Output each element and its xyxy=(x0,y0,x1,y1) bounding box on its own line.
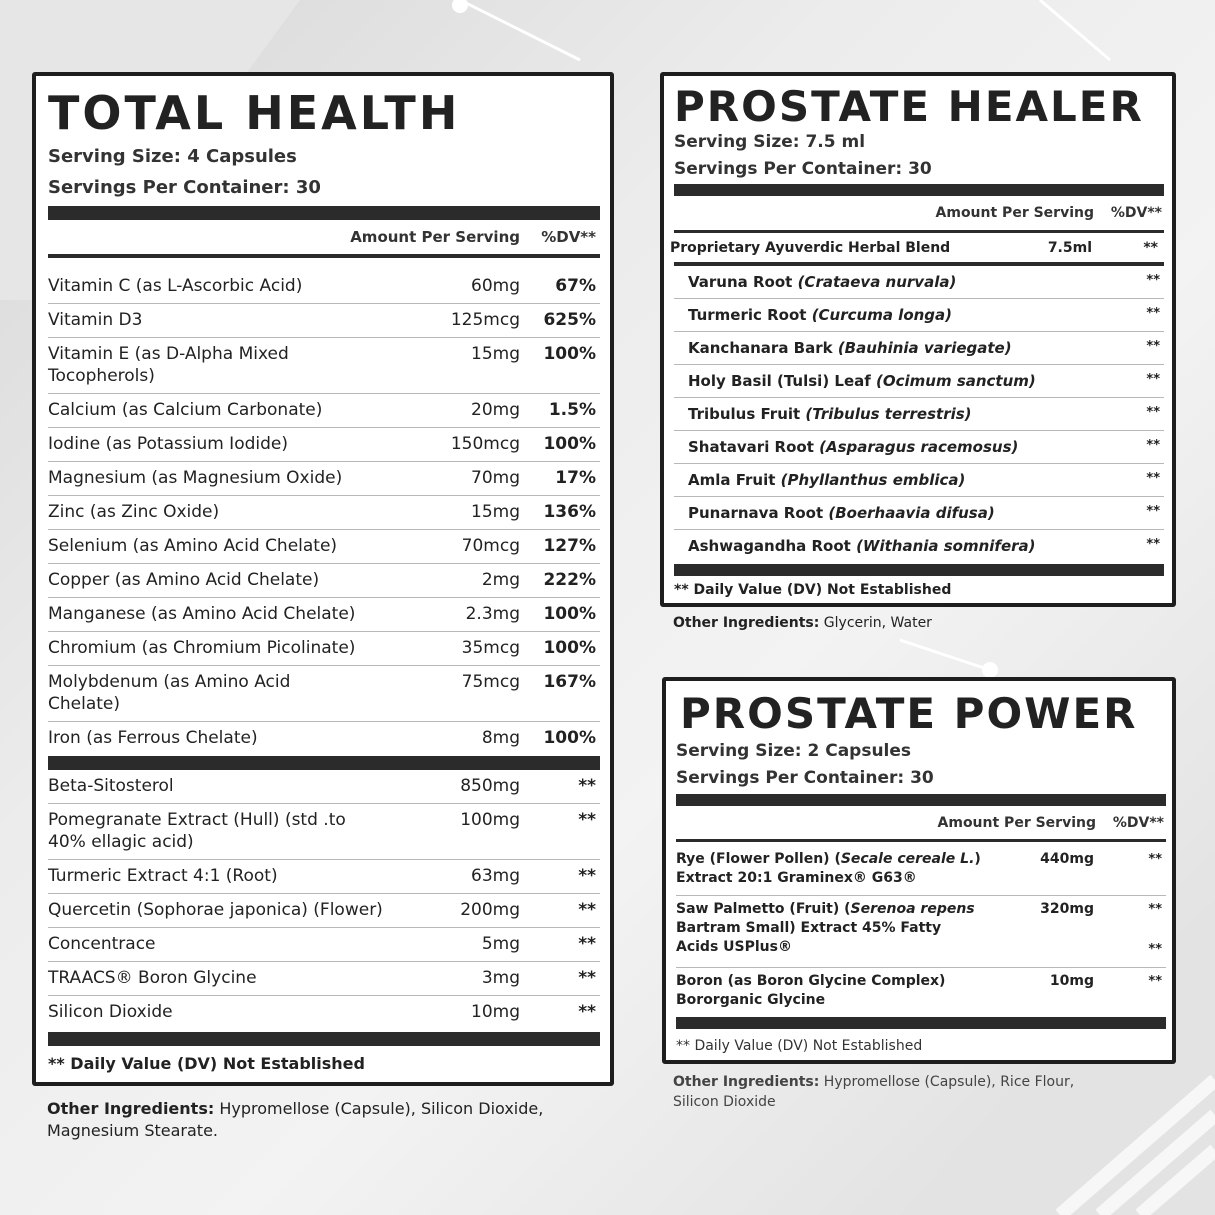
nutrient-name: Silicon Dioxide xyxy=(48,1002,173,1022)
ingredient-common-name: Kanchanara Bark xyxy=(688,339,833,357)
ingredient-amount: 320mg xyxy=(1040,901,1094,917)
nutrient-amount: 10mg xyxy=(471,1002,520,1022)
nutrient-amount: 20mg xyxy=(471,400,520,420)
nutrient-name: Quercetin (Sophorae japonica) (Flower) xyxy=(48,900,383,920)
dv-header: %DV** xyxy=(1112,815,1164,831)
nutrient-dv: 100% xyxy=(543,344,596,364)
nutrient-name: Iron (as Ferrous Chelate) xyxy=(48,728,258,748)
nutrient-dv: 17% xyxy=(555,468,596,488)
prostate-healer-title: PROSTATE HEALER xyxy=(674,82,1144,131)
nutrient-amount: 63mg xyxy=(471,866,520,886)
ingredient-latin-name: (Ocimum sanctum) xyxy=(876,372,1036,390)
header-bar xyxy=(676,794,1166,806)
nutrient-name: Vitamin E (as D-Alpha Mixed Tocopherols) xyxy=(48,344,289,386)
blend-dv: ** xyxy=(1143,240,1158,256)
nutrient-amount: 60mg xyxy=(471,276,520,296)
ingredient-latin-name: (Bauhinia variegate) xyxy=(837,339,1012,357)
nutrient-dv: ** xyxy=(578,776,596,796)
nutrient-amount: 15mg xyxy=(471,502,520,522)
table-row xyxy=(48,804,600,860)
ingredient-latin-name: (Tribulus terrestris) xyxy=(805,405,972,423)
ingredient-name-part: Boron (as Boron Glycine Complex) xyxy=(676,973,946,989)
ingredient-dv: ** xyxy=(1148,974,1162,989)
ingredient-common-name: Tribulus Fruit xyxy=(688,405,801,423)
ingredient-dv: ** xyxy=(1146,471,1160,486)
other-ingredients-label: Other Ingredients: xyxy=(673,1074,820,1090)
ingredient-dv: ** xyxy=(1146,306,1160,321)
table-row xyxy=(48,304,600,338)
nutrient-dv: 167% xyxy=(543,672,596,692)
ingredient-dv: ** xyxy=(1148,902,1162,917)
nutrient-dv: ** xyxy=(578,810,596,830)
nutrient-name: Magnesium (as Magnesium Oxide) xyxy=(48,468,343,488)
ingredient-latin-name: (Crataeva nurvala) xyxy=(797,273,957,291)
other-ingredients-text: Hypromellose (Capsule), Rice Flour, Silicon Dioxide xyxy=(673,1074,1075,1110)
ingredient-name-line2: Bartram Small) Extract 45% Fatty Acids USPlus® xyxy=(676,920,942,955)
blend-amount: 7.5ml xyxy=(1047,240,1092,256)
ingredient-dv: ** xyxy=(1146,537,1160,552)
nutrient-dv: 136% xyxy=(543,502,596,522)
ingredient-amount: 10mg xyxy=(1049,973,1094,989)
blend-row xyxy=(670,238,1164,262)
ingredient-latin-name: (Asparagus racemosus) xyxy=(819,438,1019,456)
rule xyxy=(48,254,600,258)
table-row xyxy=(674,365,1164,398)
amount-per-serving-header: Amount Per Serving xyxy=(937,815,1096,831)
nutrient-amount: 100mg xyxy=(460,810,520,830)
total-health-title: TOTAL HEALTH xyxy=(48,86,461,140)
column-header xyxy=(48,228,600,252)
table-row xyxy=(48,428,600,462)
section-bar xyxy=(48,756,600,770)
nutrient-dv: 1.5% xyxy=(548,400,596,420)
total-health-other-list xyxy=(48,770,600,1030)
nutrient-amount: 15mg xyxy=(471,344,520,364)
table-row xyxy=(48,996,600,1030)
ingredient-dv: ** xyxy=(1146,504,1160,519)
table-row xyxy=(48,722,600,756)
table-row xyxy=(674,332,1164,365)
ingredient-latin-name: (Withania somnifera) xyxy=(856,537,1036,555)
ingredient-amount: 440mg xyxy=(1040,851,1094,867)
table-row xyxy=(48,894,600,928)
total-health-serving-size: Serving Size: 4 Capsules xyxy=(48,146,297,167)
prostate-healer-panel xyxy=(660,72,1176,607)
nutrient-amount: 70mg xyxy=(471,468,520,488)
prostate-power-panel xyxy=(662,677,1176,1064)
ingredient-name-line1 xyxy=(676,972,1006,991)
total-health-other-ingredients xyxy=(47,1098,607,1142)
ingredient-common-name: Amla Fruit xyxy=(688,471,776,489)
prostate-healer-ingredient-list xyxy=(674,266,1164,563)
ingredient-common-name: Turmeric Root xyxy=(688,306,807,324)
blend-name: Proprietary Ayuverdic Herbal Blend xyxy=(670,240,951,256)
nutrient-amount: 850mg xyxy=(460,776,520,796)
nutrient-name: Pomegranate Extract (Hull) (std .to 40% ellagic acid) xyxy=(48,810,346,852)
ingredient-latin-name: (Curcuma longa) xyxy=(811,306,953,324)
table-row xyxy=(48,666,600,722)
nutrient-name: TRAACS® Boron Glycine xyxy=(48,968,257,988)
nutrient-dv: ** xyxy=(578,968,596,988)
ingredient-common-name: Holy Basil (Tulsi) Leaf xyxy=(688,372,871,390)
ingredient-name xyxy=(688,537,1036,555)
nutrient-name: Zinc (as Zinc Oxide) xyxy=(48,502,220,522)
ingredient-name xyxy=(688,306,952,324)
prostate-power-ingredient-list xyxy=(676,846,1166,1018)
other-ingredients-text: Hypromellose (Capsule), Silicon Dioxide, Magnesium Stearate. xyxy=(47,1099,544,1140)
prostate-power-servings-per-container: Servings Per Container: 30 xyxy=(676,768,934,788)
ingredient-name xyxy=(688,471,965,489)
nutrient-dv: ** xyxy=(578,866,596,886)
nutrient-amount: 70mcg xyxy=(461,536,520,556)
table-row xyxy=(674,299,1164,332)
nutrient-name: Vitamin C (as L-Ascorbic Acid) xyxy=(48,276,303,296)
ingredient-name xyxy=(688,504,995,522)
table-row xyxy=(48,496,600,530)
total-health-footnote: ** Daily Value (DV) Not Established xyxy=(48,1054,365,1073)
nutrient-amount: 8mg xyxy=(481,728,520,748)
rule xyxy=(676,839,1166,842)
prostate-power-title: PROSTATE POWER xyxy=(680,689,1138,738)
ingredient-name xyxy=(688,339,1012,357)
ingredient-dv: ** xyxy=(1146,372,1160,387)
nutrient-amount: 75mcg xyxy=(461,672,520,692)
dv-header: %DV** xyxy=(1110,205,1162,221)
ingredient-dv: ** xyxy=(1146,438,1160,453)
ingredient-latin-name: Secale cereale L. xyxy=(840,851,975,867)
ingredient-dv: ** xyxy=(1146,273,1160,288)
ingredient-common-name: Ashwagandha Root xyxy=(688,537,851,555)
table-row xyxy=(674,497,1164,530)
ingredient-common-name: Varuna Root xyxy=(688,273,793,291)
nutrient-dv: 100% xyxy=(543,604,596,624)
amount-per-serving-header: Amount Per Serving xyxy=(350,228,520,246)
nutrient-amount: 5mg xyxy=(481,934,520,954)
ingredient-name-part: ) xyxy=(974,851,981,867)
prostate-healer-other-ingredients xyxy=(673,615,932,631)
table-row xyxy=(48,564,600,598)
nutrient-name: Calcium (as Calcium Carbonate) xyxy=(48,400,323,420)
prostate-healer-footnote: ** Daily Value (DV) Not Established xyxy=(674,582,952,598)
prostate-power-other-ingredients xyxy=(673,1072,1173,1112)
table-row xyxy=(674,266,1164,299)
nutrient-dv: 100% xyxy=(543,638,596,658)
ingredient-name-line2: Extract 20:1 Graminex® G63® xyxy=(676,870,917,886)
table-row xyxy=(48,928,600,962)
ingredient-latin-name: Serenoa repens xyxy=(850,901,975,917)
nutrient-dv: 222% xyxy=(543,570,596,590)
table-row xyxy=(676,896,1166,968)
table-row xyxy=(674,431,1164,464)
ingredient-dv: ** xyxy=(1148,852,1162,867)
nutrient-amount: 2mg xyxy=(481,570,520,590)
ingredient-name xyxy=(688,438,1018,456)
ingredient-dv: ** xyxy=(1146,405,1160,420)
ingredient-name xyxy=(676,972,1006,1010)
nutrient-name: Vitamin D3 xyxy=(48,310,143,330)
total-health-panel xyxy=(32,72,614,1086)
table-row xyxy=(674,530,1164,563)
table-row xyxy=(48,462,600,496)
nutrient-dv: 100% xyxy=(543,434,596,454)
ingredient-name xyxy=(688,273,956,291)
table-row xyxy=(48,270,600,304)
header-bar xyxy=(48,206,600,220)
table-row xyxy=(48,962,600,996)
nutrient-dv: ** xyxy=(578,1002,596,1022)
prostate-power-footnote: ** Daily Value (DV) Not Established xyxy=(676,1038,923,1054)
ingredient-latin-name: (Boerhaavia difusa) xyxy=(828,504,995,522)
other-ingredients-label: Other Ingredients: xyxy=(47,1099,215,1118)
table-row xyxy=(48,598,600,632)
ingredient-common-name: Punarnava Root xyxy=(688,504,824,522)
nutrient-amount: 200mg xyxy=(460,900,520,920)
nutrient-name: Copper (as Amino Acid Chelate) xyxy=(48,570,320,590)
ingredient-dv-secondary: ** xyxy=(1148,942,1162,957)
table-row xyxy=(48,770,600,804)
nutrient-amount: 150mcg xyxy=(450,434,520,454)
ingredient-name xyxy=(676,850,1006,888)
ingredient-name-line2: Bororganic Glycine xyxy=(676,992,826,1008)
prostate-power-serving-size: Serving Size: 2 Capsules xyxy=(676,741,912,761)
amount-per-serving-header: Amount Per Serving xyxy=(935,205,1094,221)
table-row xyxy=(48,338,600,394)
nutrient-amount: 3mg xyxy=(481,968,520,988)
ingredient-name-line1 xyxy=(676,900,1006,919)
rule xyxy=(674,230,1164,233)
ingredient-name-line1 xyxy=(676,850,1006,869)
ingredient-dv: ** xyxy=(1146,339,1160,354)
nutrient-amount: 35mcg xyxy=(461,638,520,658)
nutrient-amount: 125mcg xyxy=(450,310,520,330)
table-row xyxy=(674,398,1164,431)
footer-bar xyxy=(676,1017,1166,1029)
nutrient-dv: 127% xyxy=(543,536,596,556)
nutrient-dv: 67% xyxy=(555,276,596,296)
nutrient-name: Concentrace xyxy=(48,934,156,954)
ingredient-name xyxy=(688,405,972,423)
nutrient-name: Manganese (as Amino Acid Chelate) xyxy=(48,604,356,624)
footer-bar xyxy=(674,564,1164,576)
total-health-vitamin-list xyxy=(48,270,600,756)
ingredient-latin-name: (Phyllanthus emblica) xyxy=(780,471,966,489)
other-ingredients-label: Other Ingredients: xyxy=(673,615,820,631)
ingredient-name-part: Rye (Flower Pollen) ( xyxy=(676,851,841,867)
prostate-healer-serving-size: Serving Size: 7.5 ml xyxy=(674,132,866,152)
dv-header: %DV** xyxy=(541,228,596,246)
nutrient-name: Turmeric Extract 4:1 (Root) xyxy=(48,866,278,886)
ingredient-name-part: Saw Palmetto (Fruit) ( xyxy=(676,901,851,917)
table-row xyxy=(674,464,1164,497)
footer-bar xyxy=(48,1032,600,1046)
other-ingredients-text: Glycerin, Water xyxy=(823,615,932,631)
table-row xyxy=(676,846,1166,896)
ingredient-name xyxy=(688,372,1036,390)
nutrient-name: Molybdenum (as Amino Acid Chelate) xyxy=(48,672,291,714)
table-row xyxy=(48,530,600,564)
nutrient-name: Iodine (as Potassium Iodide) xyxy=(48,434,288,454)
column-header xyxy=(674,205,1164,227)
table-row xyxy=(48,860,600,894)
nutrient-dv: 625% xyxy=(543,310,596,330)
header-bar xyxy=(674,184,1164,196)
ingredient-name xyxy=(676,900,1006,957)
nutrient-amount: 2.3mg xyxy=(465,604,520,624)
table-row xyxy=(48,632,600,666)
nutrient-dv: 100% xyxy=(543,728,596,748)
total-health-servings-per-container: Servings Per Container: 30 xyxy=(48,177,321,198)
table-row xyxy=(48,394,600,428)
table-row xyxy=(676,968,1166,1018)
nutrient-dv: ** xyxy=(578,900,596,920)
nutrient-name: Beta-Sitosterol xyxy=(48,776,174,796)
column-header xyxy=(676,815,1166,837)
ingredient-common-name: Shatavari Root xyxy=(688,438,814,456)
nutrient-dv: ** xyxy=(578,934,596,954)
nutrient-name: Selenium (as Amino Acid Chelate) xyxy=(48,536,338,556)
nutrient-name: Chromium (as Chromium Picolinate) xyxy=(48,638,356,658)
prostate-healer-servings-per-container: Servings Per Container: 30 xyxy=(674,159,932,179)
